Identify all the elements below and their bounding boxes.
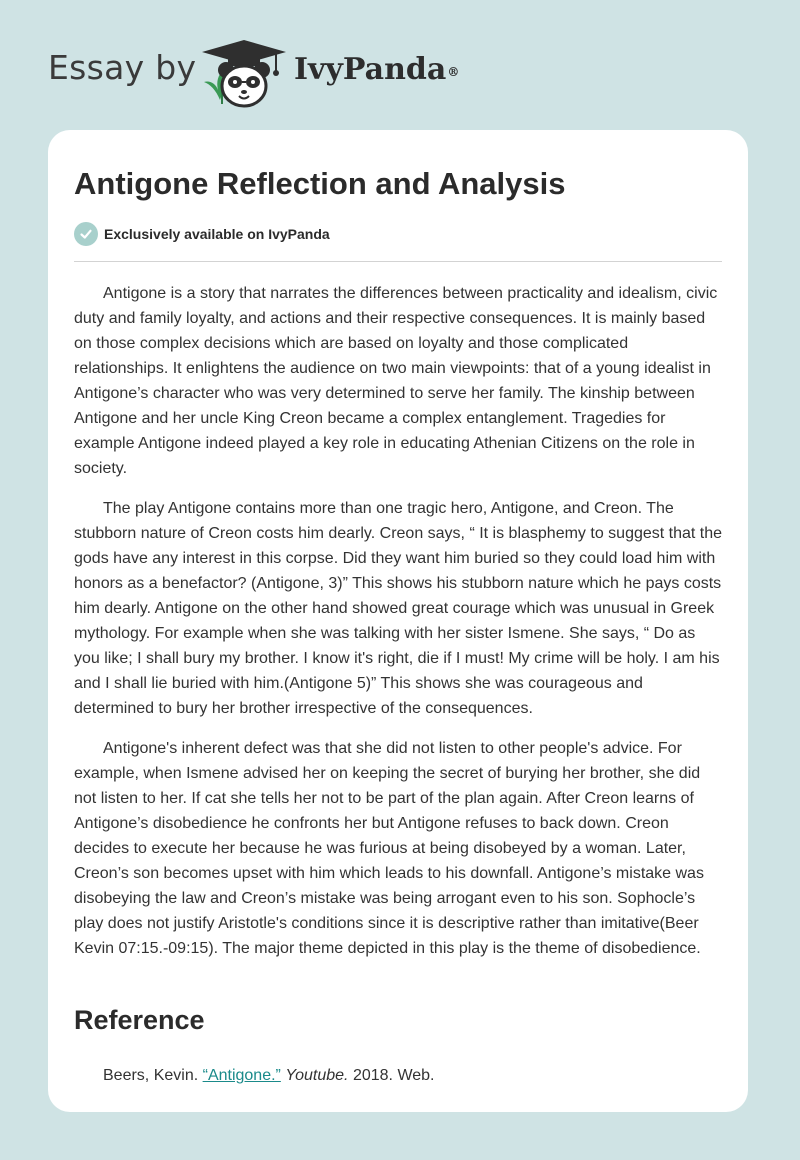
essay-paragraph-3: Antigone's inherent defect was that she did not listen to other people's advice. For example, when Ismene advised her on keeping the secret of burying her brother, she did not listen to her. If cat she tells her not to be part of the plan again. After Creon learns of Antigone’s disobedience he confronts her but Antigone refuses to back down. Creon decides to execute her because he was furious at being disobeyed by a woman. Later, Creon’s son becomes upset with him which leads to his downfall. Antigone’s mistake was disobeying the law and Creon’s mistake was being arrogant even to his son. Sophocle’s play does not justify Aristotle's conditions since it is descriptive rather than imitative(Beer Kevin 07:15.-09:15). The major theme depicted in this play is the theme of disobedience. [74, 740, 704, 957]
site-header [0, 0, 800, 130]
reference-details: 2018. Web. [352, 1067, 435, 1084]
brand-name[interactable] [294, 50, 459, 90]
brand-name-text: IvyPanda [294, 52, 447, 87]
reference-source: Youtube. [285, 1067, 349, 1084]
reference-entry [103, 1064, 435, 1088]
reference-link[interactable]: “Antigone.” [202, 1067, 281, 1084]
page-title: Antigone Reflection and Analysis [74, 166, 566, 201]
essay-body [74, 281, 724, 976]
panda-logo-icon[interactable] [198, 38, 290, 110]
essay-paragraph-2: The play Antigone contains more than one tragic hero, Antigone, and Creon. The stubborn nature of Creon costs him dearly. Creon says, “ It is blasphemy to suggest that the gods have any interest in this corpse. Did they want him buried so they could load him with honors as a benefactor? (Antigone, 3)” This shows his stubborn nature which he pays costs him dearly. Antigone on the other hand showed great courage which was unusual in Greek mythology. For example when she was talking with her sister Ismene. She says, “ Do as you like; I shall bury my brother. I know it's right, die if I must! My crime will be holy. I am his and I shall lie buried with him.(Antigone 5)” This shows she was courageous and determined to bury her brother irrespective of the consequences. [74, 500, 723, 717]
essay-by-label: Essay by [48, 48, 197, 87]
essay-card [48, 130, 748, 1112]
essay-paragraph-1: Antigone is a story that narrates the differences between practicality and idealism, civic duty and family loyalty, and actions and their respective consequences. It is mainly based on those complex decisions which are based on loyalty and those complicated relationships. It enlightens the audience on two main viewpoints: that of a young idealist in Antigone’s character who was very determined to serve her family. The kinship between Antigone and her uncle King Creon became a complex entanglement. Tragedies for example Antigone indeed played a key role in educating Athenian Citizens on the role in society. [74, 285, 718, 477]
exclusive-label: Exclusively available on IvyPanda [104, 226, 330, 242]
checkmark-icon [74, 222, 98, 246]
trademark-symbol: ® [447, 65, 460, 79]
reference-heading: Reference [74, 1005, 205, 1035]
exclusive-badge [74, 222, 330, 246]
reference-author: Beers, Kevin. [103, 1067, 199, 1084]
divider [74, 261, 722, 262]
